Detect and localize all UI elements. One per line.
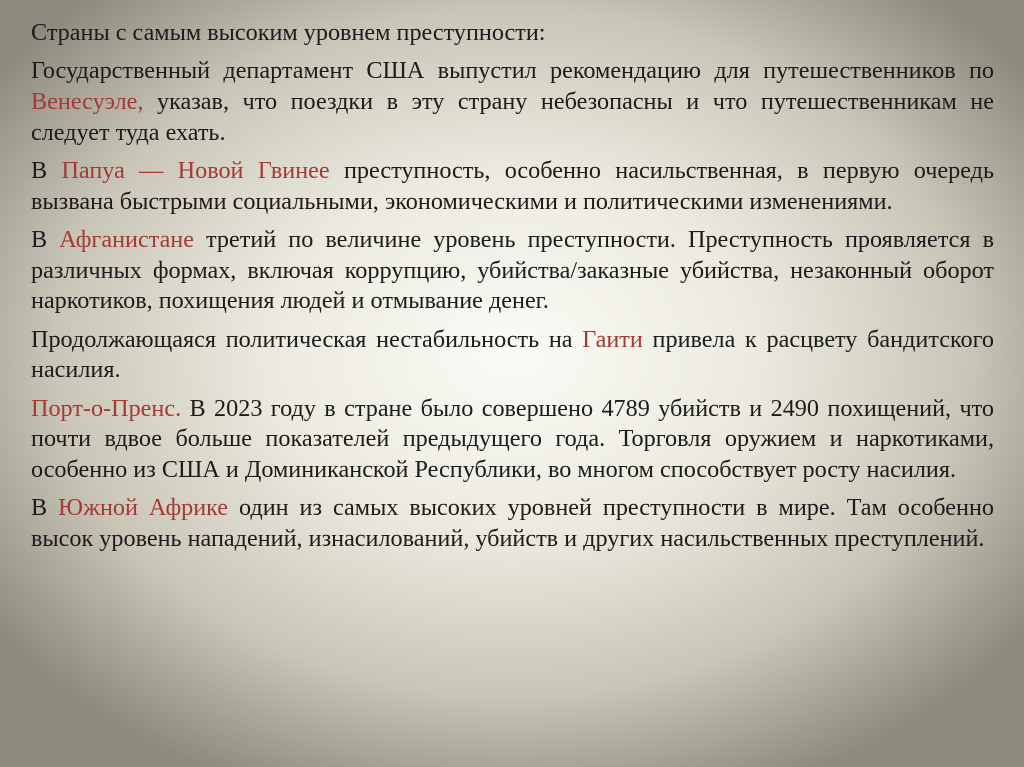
paragraph-text: указав, что поездки в эту страну небезопасны и что путешественникам не следует туда ехать. — [31, 87, 994, 146]
paragraph-haiti — [31, 325, 994, 386]
paragraph-text: В 2023 году в стране было совершено 4789 убийств и 2490 похищений, что почти вдвое больше показателей предыдущего года. Торговля оружием и наркотиками, особенно из США и Доминиканской Республики, во многом способствует росту насилия. — [31, 394, 994, 483]
country-name-haiti: Гаити — [582, 325, 643, 353]
slide-title: Страны с самым высоким уровнем преступности: — [31, 19, 546, 46]
city-name-port-au-prince: Порт-о-Пренс. — [31, 394, 182, 422]
paragraph-text: Продолжающаяся политическая нестабильность на — [31, 325, 583, 353]
paragraph-afghanistan — [31, 225, 994, 317]
paragraph-text: Государственный департамент США выпустил рекомендацию для путешественников по — [31, 57, 994, 85]
country-name-papua-new-guinea: Папуа — Новой Гвинее — [61, 156, 330, 184]
country-name-south-africa: Южной Африке — [58, 494, 229, 522]
paragraph-venezuela — [31, 56, 994, 148]
paragraph-text: привела к расцвету бандитского насилия. — [31, 325, 994, 384]
paragraph-text: преступность, особенно насильственная, в первую очередь вызвана быстрыми социальными, экономическими и политическими изменениями. — [31, 156, 994, 215]
paragraph-text: третий по величине уровень преступности. Преступность проявляется в различных формах, включая коррупцию, убийства/заказные убийства, незаконный оборот наркотиков, похищения людей и отмывание денег. — [31, 225, 994, 315]
paragraph-text: В — [31, 225, 60, 253]
paragraph-south-africa — [31, 493, 994, 554]
paragraph-text: В — [31, 156, 62, 184]
paragraph-papua-new-guinea — [31, 156, 994, 217]
paragraph-port-au-prince — [31, 394, 994, 486]
slide-content — [31, 18, 994, 562]
paragraph-text: один из самых высоких уровней преступности в мире. Там особенно высок уровень нападений, изнасилований, убийств и других насильственных преступлений. — [31, 494, 994, 552]
country-name-afghanistan: Афганистане — [59, 225, 194, 253]
paragraph-text: В — [31, 494, 59, 522]
country-name-venezuela: Венесуэле, — [31, 87, 144, 115]
